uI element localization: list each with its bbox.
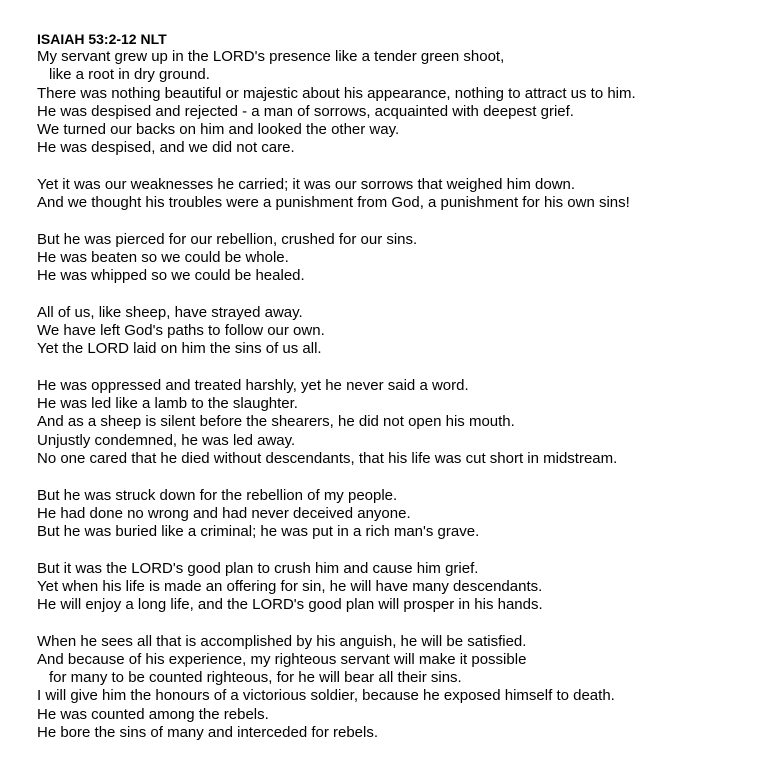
verse-line: for many to be counted righteous, for he will bear all their sins. bbox=[49, 669, 462, 687]
verse-line: Unjustly condemned, he was led away. bbox=[37, 431, 296, 449]
verse-line: He had done no wrong and had never deceived anyone. bbox=[37, 504, 411, 522]
verse-line: He was despised and rejected - a man of sorrows, acquainted with deepest grief. bbox=[37, 102, 574, 120]
verse-line: Yet it was our weaknesses he carried; it was our sorrows that weighed him down. bbox=[37, 175, 576, 193]
stanza bbox=[37, 176, 773, 212]
verse-line: But he was pierced for our rebellion, crushed for our sins. bbox=[37, 230, 418, 248]
stanza bbox=[37, 377, 773, 468]
verse-line: There was nothing beautiful or majestic about his appearance, nothing to attract us to him. bbox=[37, 84, 636, 102]
verse-line: And we thought his troubles were a punishment from God, a punishment for his own sins! bbox=[37, 194, 630, 212]
stanza bbox=[37, 487, 773, 542]
document-title: ISAIAH 53:2-12 NLT bbox=[37, 31, 167, 47]
verse-line: We have left God's paths to follow our own. bbox=[37, 322, 325, 340]
verse-line: And as a sheep is silent before the shearers, he did not open his mouth. bbox=[37, 413, 515, 431]
verse-line: He was despised, and we did not care. bbox=[37, 139, 295, 157]
verse-line: Yet when his life is made an offering for sin, he will have many descendants. bbox=[37, 577, 543, 595]
passage-body bbox=[37, 48, 773, 742]
verse-line: But it was the LORD's good plan to crush him and cause him grief. bbox=[37, 559, 479, 577]
verse-line: But he was buried like a criminal; he was put in a rich man's grave. bbox=[37, 522, 480, 540]
verse-line: All of us, like sheep, have strayed away. bbox=[37, 303, 303, 321]
verse-line: My servant grew up in the LORD's presence like a tender green shoot, bbox=[37, 48, 505, 66]
verse-line: When he sees all that is accomplished by his anguish, he will be satisfied. bbox=[37, 632, 527, 650]
verse-line: He was whipped so we could be healed. bbox=[37, 267, 305, 285]
verse-line: No one cared that he died without descendants, that his life was cut short in midstream. bbox=[37, 449, 618, 467]
verse-line: He was led like a lamb to the slaughter. bbox=[37, 395, 298, 413]
stanza bbox=[37, 48, 773, 157]
verse-line: He bore the sins of many and interceded for rebels. bbox=[37, 723, 379, 741]
verse-line: He was beaten so we could be whole. bbox=[37, 249, 289, 267]
verse-line: Yet the LORD laid on him the sins of us all. bbox=[37, 340, 322, 358]
stanza bbox=[37, 560, 773, 615]
verse-line: He was oppressed and treated harshly, yet he never said a word. bbox=[37, 377, 469, 395]
verse-line: But he was struck down for the rebellion of my people. bbox=[37, 486, 398, 504]
verse-line: He was counted among the rebels. bbox=[37, 705, 269, 723]
verse-line: And because of his experience, my righteous servant will make it possible bbox=[37, 650, 527, 668]
verse-line: like a root in dry ground. bbox=[49, 66, 210, 84]
verse-line: I will give him the honours of a victorious soldier, because he exposed himself to death. bbox=[37, 687, 615, 705]
verse-line: We turned our backs on him and looked the other way. bbox=[37, 121, 400, 139]
stanza bbox=[37, 633, 773, 742]
stanza bbox=[37, 304, 773, 359]
verse-line: He will enjoy a long life, and the LORD's good plan will prosper in his hands. bbox=[37, 596, 543, 614]
stanza bbox=[37, 231, 773, 286]
